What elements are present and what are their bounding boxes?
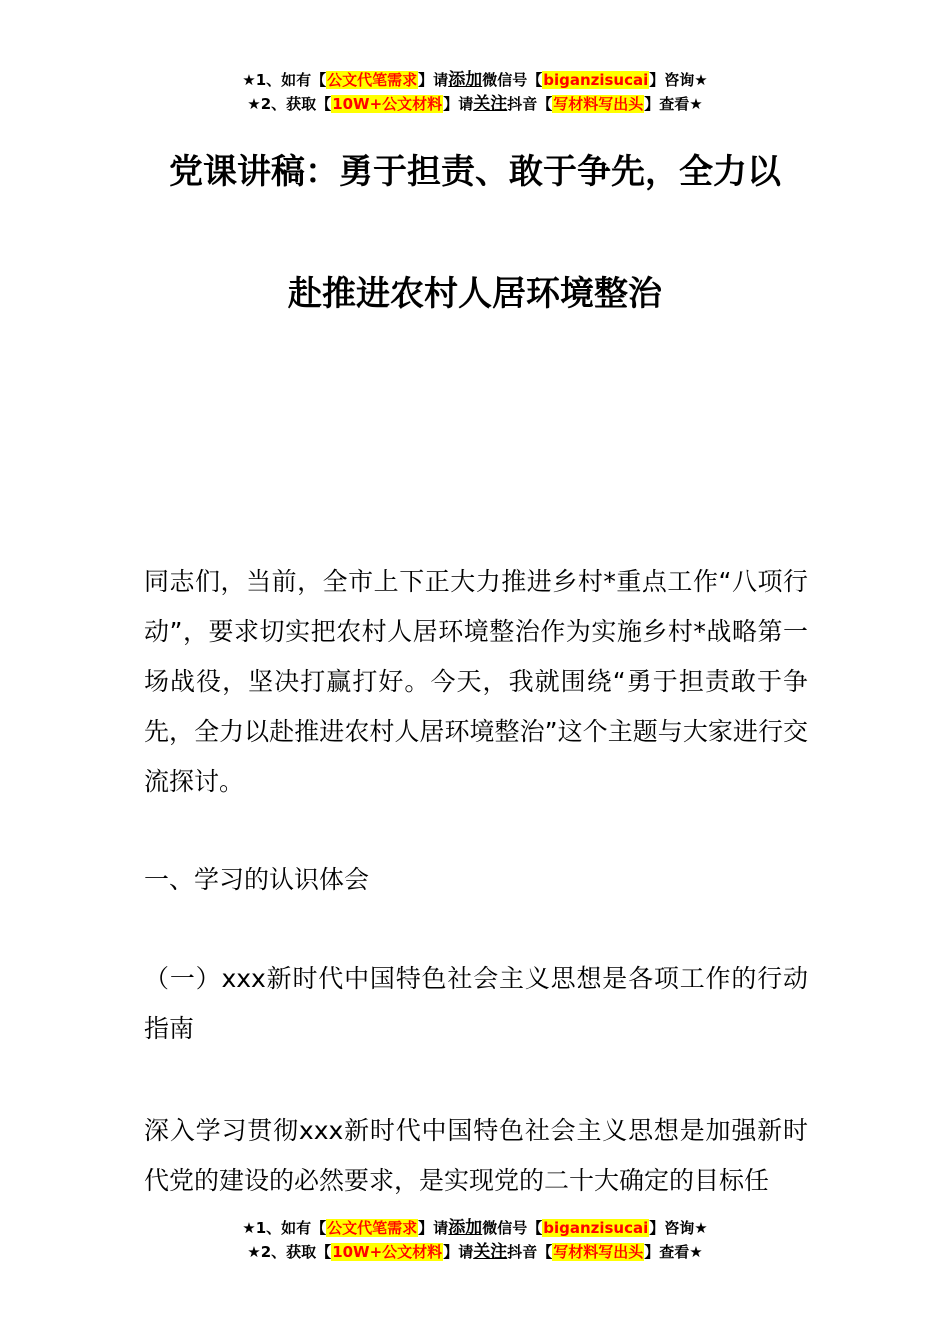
promo-text: 抖音【 <box>507 95 553 113</box>
promo-text: 微信号【 <box>482 71 543 89</box>
promo-text: 微信号【 <box>482 1219 543 1237</box>
promo-text: ★1、如有【 <box>242 1219 327 1237</box>
promo-text: 抖音【 <box>507 1243 553 1261</box>
promo-text: ★2、获取【 <box>247 95 332 113</box>
promo-text: 】请 <box>443 95 474 113</box>
body-paragraph: 深入学习贯彻xxx新时代中国特色社会主义思想是加强新时代党的建设的必然要求，是实现党的二十大确定的目标任 <box>144 1116 808 1195</box>
promo-text: 】请 <box>418 1219 449 1237</box>
document-title-line-1: 党课讲稿：勇于担责、敢于争先，全力以 <box>169 152 781 192</box>
promo-text: ★1、如有【 <box>242 71 327 89</box>
promo-line-2 <box>0 1240 950 1264</box>
promo-underline: 添加 <box>448 70 483 90</box>
promo-underline: 添加 <box>448 1218 483 1238</box>
promo-highlight: biganzisucai <box>543 1219 649 1237</box>
document-title-line-2: 赴推进农村人居环境整治 <box>288 274 662 314</box>
promo-underline: 关注 <box>473 94 508 114</box>
promo-highlight: 10W+公文材料 <box>332 1243 443 1261</box>
promo-line-2 <box>0 92 950 116</box>
promo-line-1 <box>0 1216 950 1240</box>
promo-highlight: 写材料写出头 <box>553 95 644 113</box>
footer-promo-banner <box>0 1216 950 1264</box>
promo-text: 】请 <box>443 1243 474 1261</box>
promo-highlight: 公文代笔需求 <box>327 1219 418 1237</box>
promo-underline: 关注 <box>473 1242 508 1262</box>
promo-highlight: 10W+公文材料 <box>332 95 443 113</box>
promo-text: 】请 <box>418 71 449 89</box>
promo-highlight: biganzisucai <box>543 71 649 89</box>
section-heading-1: 一、学习的认识体会 <box>144 865 370 894</box>
promo-line-1 <box>0 68 950 92</box>
promo-text: ★2、获取【 <box>247 1243 332 1261</box>
header-promo-banner <box>0 68 950 116</box>
subsection-heading-1: （一）xxx新时代中国特色社会主义思想是各项工作的行动指南 <box>144 964 808 1043</box>
intro-paragraph: 同志们，当前，全市上下正大力推进乡村*重点工作“八项行动”，要求切实把农村人居环境整治作为实施乡村*战略第一场战役，坚决打赢打好。今天，我就围绕“勇于担责敢于争先，全力以赴推进农村人居环境整治”这个主题与大家进行交流探讨。 <box>144 567 808 796</box>
promo-text: 】查看★ <box>644 95 703 113</box>
promo-highlight: 写材料写出头 <box>553 1243 644 1261</box>
promo-text: 】咨询★ <box>649 71 708 89</box>
promo-text: 】咨询★ <box>649 1219 708 1237</box>
promo-highlight: 公文代笔需求 <box>327 71 418 89</box>
promo-text: 】查看★ <box>644 1243 703 1261</box>
